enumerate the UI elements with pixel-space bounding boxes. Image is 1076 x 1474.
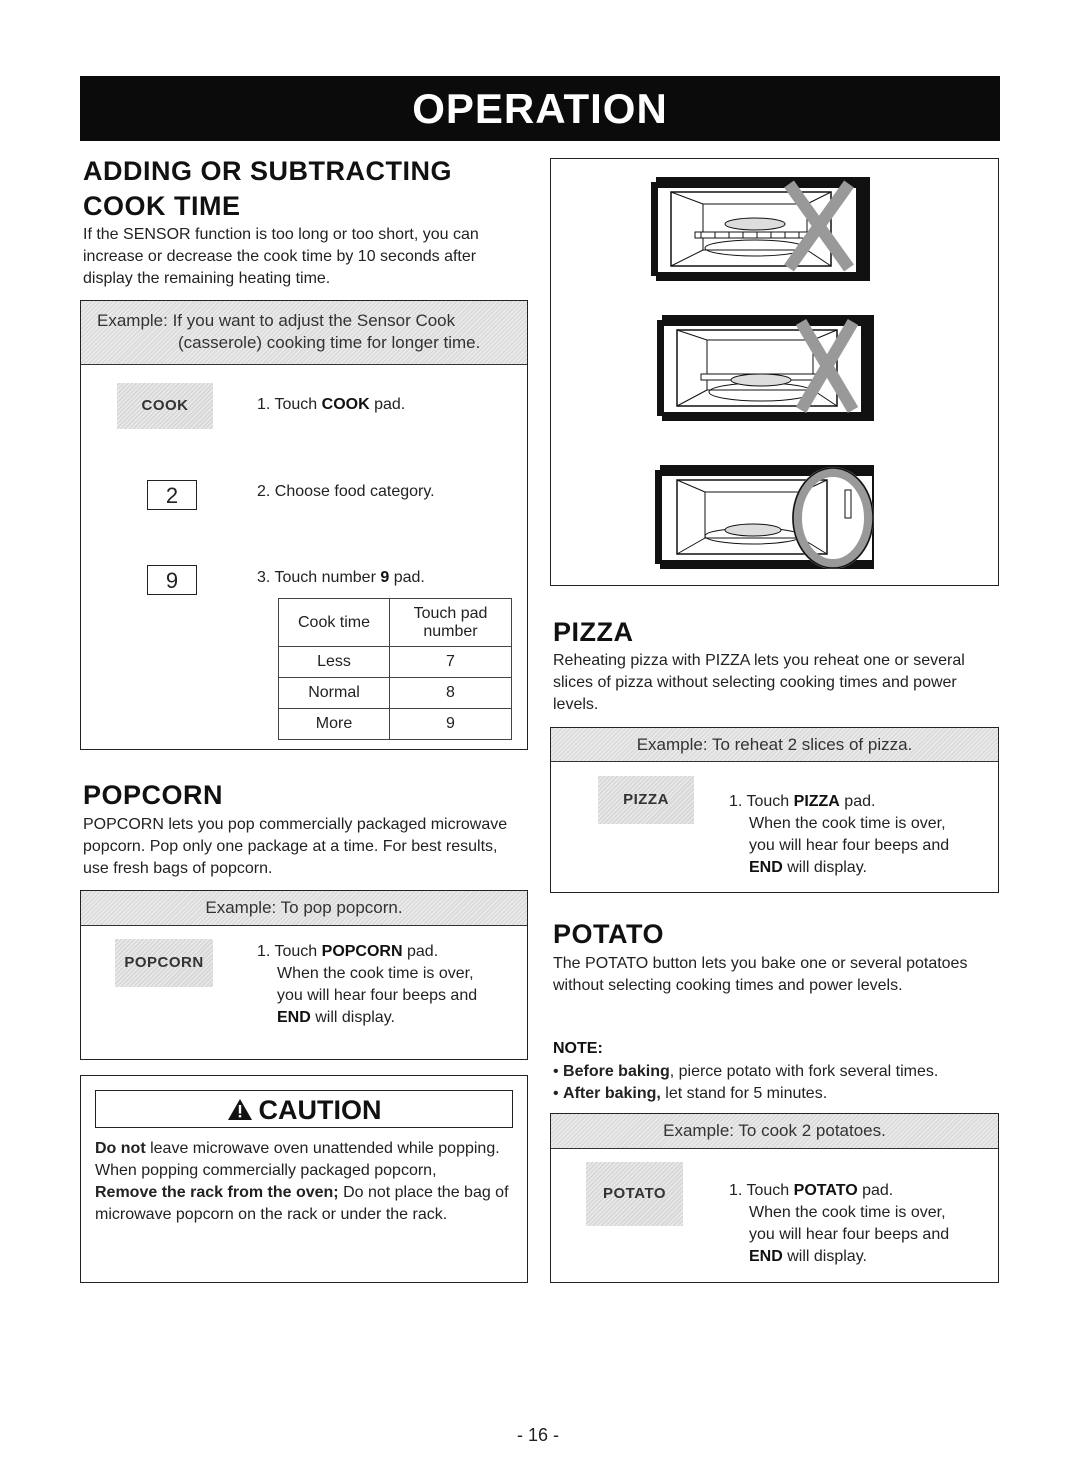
adjust-description: If the SENSOR function is too long or too short, you can increase or decrease the cook time by 10 seconds after display the remaining heating time.: [83, 226, 479, 287]
number-2-key[interactable]: 2: [147, 480, 197, 510]
table-row: Normal 8: [279, 678, 512, 709]
potato-example-header: Example: To cook 2 potatoes.: [551, 1114, 998, 1149]
adjust-example-header: [81, 301, 527, 365]
table-row: Less 7: [279, 647, 512, 678]
pizza-example-header: Example: To reheat 2 slices of pizza.: [551, 728, 998, 762]
adjust-title-line1: ADDING OR SUBTRACTING: [83, 156, 452, 186]
warning-icon: [227, 1098, 253, 1121]
popcorn-pad-button[interactable]: POPCORN: [115, 939, 213, 987]
potato-step: 1. Touch POTATO pad. When the cook time is over, you will hear four beeps and END will display.: [729, 1182, 950, 1265]
pizza-step: 1. Touch PIZZA pad. When the cook time is over, you will hear four beeps and END will display.: [729, 793, 950, 876]
oven-without-rack-approved-illustration: [655, 464, 877, 572]
note-list: [553, 1061, 999, 1105]
potato-pad-button[interactable]: POTATO: [586, 1162, 683, 1226]
adjust-step2: 2. Choose food category.: [257, 483, 435, 500]
pizza-description: Reheating pizza with PIZZA lets you reheat one or several slices of pizza without selecting cooking times and power levels.: [553, 652, 965, 713]
adjust-example-line2: (casserole) cooking time for longer time.: [178, 333, 481, 352]
pizza-pad-button[interactable]: PIZZA: [598, 776, 694, 824]
potato-description: The POTATO button lets you bake one or several potatoes without selecting cooking times and power levels.: [553, 955, 968, 994]
caution-heading: CAUTION: [95, 1090, 513, 1128]
number-9-key[interactable]: 9: [147, 565, 197, 595]
cook-time-table: [278, 598, 512, 740]
oven-with-rack-crossed-out-illustration: [657, 314, 877, 424]
potato-title: POTATO: [553, 919, 664, 949]
list-item: • Before baking, pierce potato with fork several times.: [553, 1063, 939, 1080]
popcorn-example-box: [80, 890, 528, 1060]
popcorn-example-header: Example: To pop popcorn.: [81, 891, 527, 926]
popcorn-title: POPCORN: [83, 780, 224, 810]
caution-text: Do not leave microwave oven unattended while popping. When popping commercially packaged popcorn, Remove the rack from the oven; Do not place the bag of microwave popcorn on the rack or under the rack.: [95, 1140, 509, 1223]
list-item: • After baking, let stand for 5 minutes.: [553, 1085, 828, 1102]
potato-example-box: [550, 1113, 999, 1283]
cook-time-header: Cook time: [279, 599, 390, 647]
popcorn-step: 1. Touch POPCORN pad. When the cook time is over, you will hear four beeps and END will display.: [257, 943, 478, 1026]
adjust-step3: 3. Touch number 9 pad.: [257, 569, 425, 586]
table-row: More 9: [279, 709, 512, 740]
note-title: NOTE:: [553, 1040, 603, 1057]
rack-illustration-box: [550, 158, 999, 586]
adjust-step1: 1. Touch COOK pad.: [257, 396, 406, 413]
oven-with-rack-crossed-out-illustration: [651, 176, 873, 284]
popcorn-description: POPCORN lets you pop commercially packaged microwave popcorn. Pop only one package at a time. For best results, use fresh bags of popcorn.: [83, 816, 508, 877]
pizza-example-box: [550, 727, 999, 893]
cook-pad-button[interactable]: COOK: [117, 383, 213, 429]
page-header-banner: OPERATION: [80, 76, 1000, 141]
page-number: - 16 -: [516, 1425, 559, 1445]
adjust-example-line1: Example: If you want to adjust the Sensor Cook: [97, 311, 456, 330]
touch-pad-header: Touch pad number: [390, 599, 512, 647]
adjust-example-box: [80, 300, 528, 750]
adjust-title-line2: COOK TIME: [83, 191, 241, 221]
pizza-title: PIZZA: [553, 617, 634, 647]
caution-box: [80, 1075, 528, 1283]
